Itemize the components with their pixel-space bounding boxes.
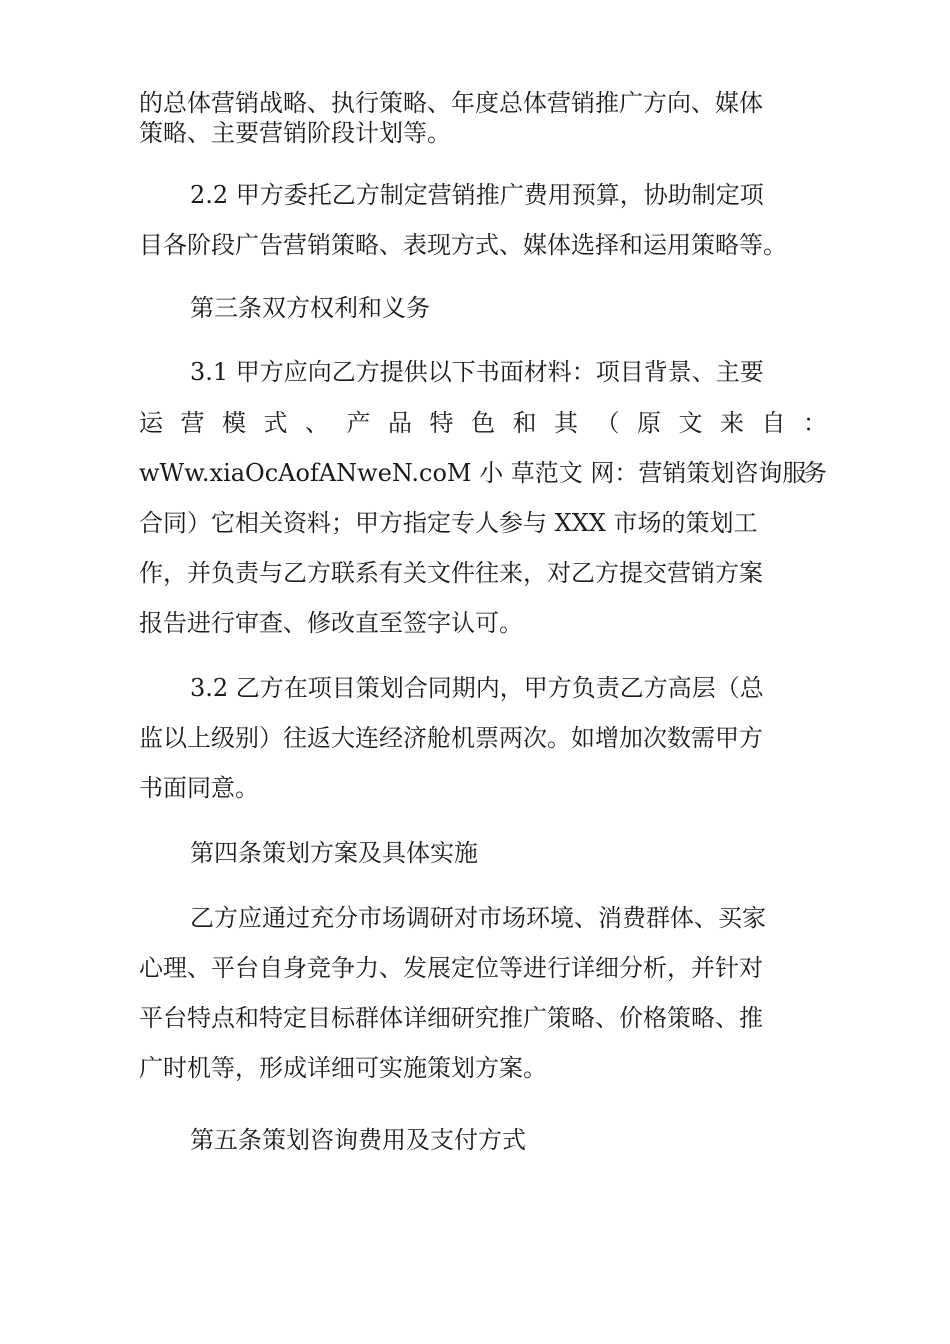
justified-char: ： — [803, 409, 827, 437]
justified-char: 文 — [678, 409, 703, 437]
paragraph-3-1 — [0, 508, 950, 538]
section-heading: 第三条双方权利和义务 — [190, 294, 430, 322]
justified-char: 营 — [180, 409, 205, 437]
paragraph-3-1-justified-line — [0, 408, 950, 438]
paragraph-3-1 — [0, 558, 950, 588]
paragraph-2-2 — [0, 230, 950, 260]
paragraph-3-1 — [0, 458, 950, 488]
justified-char: 原 — [637, 409, 661, 437]
justified-char: 、 — [305, 409, 329, 437]
text-line: 目各阶段广告营销策略、表现方式、媒体选择和运用策略等。 — [139, 231, 787, 259]
paragraph-article-4 — [0, 1053, 950, 1083]
text-line: 2.2 甲方委托乙方制定营销推广费用预算，协助制定项 — [190, 181, 764, 209]
section-heading-article-4 — [0, 838, 950, 868]
text-line: 3.1 甲方应向乙方提供以下书面材料：项目背景、主要 — [190, 358, 764, 386]
paragraph-3-1 — [0, 608, 950, 638]
text-line: 的总体营销战略、执行策略、年度总体营销推广方向、媒体 — [139, 89, 763, 117]
section-heading: 第四条策划方案及具体实施 — [190, 839, 478, 867]
justified-char: （ — [595, 409, 620, 437]
justified-char: 式 — [263, 409, 288, 437]
justified-char: 色 — [471, 409, 495, 437]
paragraph-3-2 — [0, 723, 950, 753]
paragraph-article-4 — [0, 953, 950, 983]
text-line: 合同）它相关资料；甲方指定专人参与 XXX 市场的策划工 — [139, 509, 758, 537]
justified-text-line — [139, 408, 827, 438]
text-line-end: 务 — [803, 459, 827, 487]
text-line: 报告进行审查、修改直至签字认可。 — [139, 609, 523, 637]
text-line: 3.2 乙方在项目策划合同期内，甲方负责乙方高层（总 — [190, 674, 764, 702]
text-line: 广时机等，形成详细可实施策划方案。 — [139, 1054, 547, 1082]
justified-char: 来 — [720, 409, 744, 437]
text-line: 乙方应通过充分市场调研对市场环境、消费群体、买家 — [190, 904, 766, 932]
paragraph-3-1 — [0, 357, 950, 387]
paragraph-continued — [0, 118, 950, 148]
justified-char: 其 — [554, 409, 578, 437]
text-line: 作，并负责与乙方联系有关文件往来，对乙方提交营销方案 — [139, 559, 763, 587]
justified-char: 自 — [761, 409, 786, 437]
text-line: 书面同意。 — [139, 774, 259, 802]
justified-char: 特 — [429, 409, 454, 437]
paragraph-article-4 — [0, 903, 950, 933]
justified-char: 和 — [512, 409, 537, 437]
paragraph-2-2 — [0, 180, 950, 210]
section-heading-article-3 — [0, 293, 950, 323]
text-line: 策略、主要营销阶段计划等。 — [139, 119, 451, 147]
text-line: 平台特点和特定目标群体详细研究推广策略、价格策略、推 — [139, 1004, 763, 1032]
paragraph-3-2 — [0, 773, 950, 803]
paragraph-3-2 — [0, 673, 950, 703]
justified-char: 运 — [139, 409, 163, 437]
section-heading: 第五条策划咨询费用及支付方式 — [190, 1126, 526, 1154]
text-line: 监以上级别）往返大连经济舱机票两次。如增加次数需甲方 — [139, 724, 763, 752]
section-heading-article-5 — [0, 1125, 950, 1155]
justified-char: 产 — [346, 409, 371, 437]
justified-char: 品 — [388, 409, 412, 437]
paragraph-article-4 — [0, 1003, 950, 1033]
text-line: 心理、平台自身竞争力、发展定位等进行详细分析，并针对 — [139, 954, 763, 982]
text-line: wWw.xiaOcAofANweN.coM 小 草范文 网：营销策划咨询服 — [139, 459, 807, 487]
justified-char: 模 — [222, 409, 246, 437]
paragraph-continued — [0, 88, 950, 118]
